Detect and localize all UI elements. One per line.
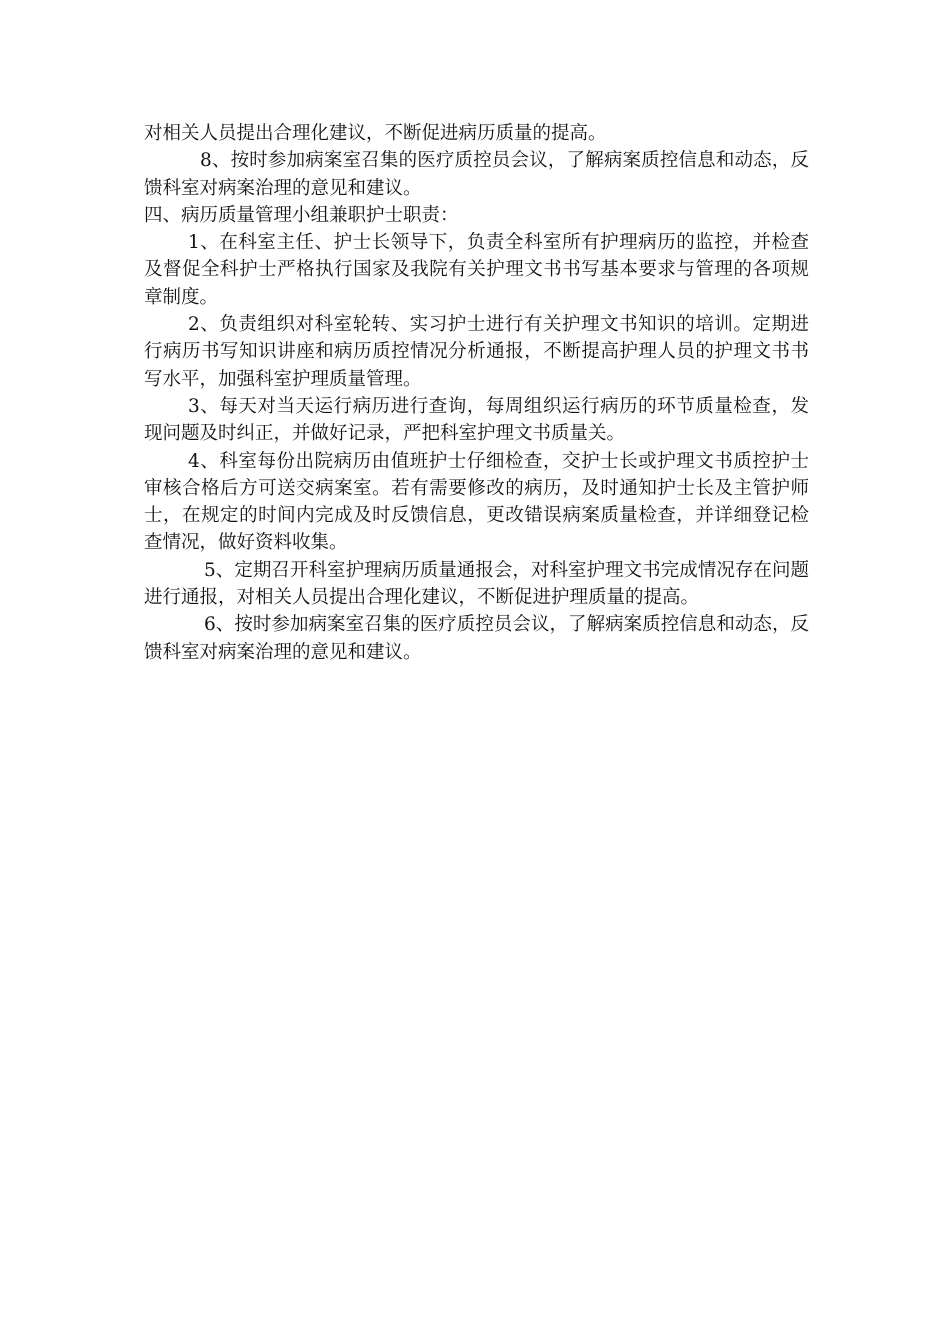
- paragraph-item-1: 1、在科室主任、护士长领导下，负责全科室所有护理病历的监控，并检查及督促全科护士严格执行国家及我院有关护理文书书写基本要求与管理的各项规章制度。: [144, 232, 809, 308]
- paragraph-item-4: 4、科室每份出院病历由值班护士仔细检查，交护士长或护理文书质控护士审核合格后方可送交病案室。若有需要修改的病历，及时通知护士长及主管护师士，在规定的时间内完成及时反馈信息，更改错误病案质量检查，并详细登记检查情况，做好资料收集。: [144, 450, 809, 554]
- paragraph-item-3: 3、每天对当天运行病历进行查询，每周组织运行病历的环节质量检查，发现问题及时纠正，并做好记录，严把科室护理文书质量关。: [144, 395, 809, 445]
- paragraph-item-2: 2、负责组织对科室轮转、实习护士进行有关护理文书知识的培训。定期进行病历书写知识讲座和病历质控情况分析通报，不断提高护理人员的护理文书书写水平，加强科室护理质量管理。: [144, 314, 809, 390]
- paragraph-item-6: 6、按时参加病案室召集的医疗质控员会议，了解病案质控信息和动态，反馈科室对病案治理的意见和建议。: [144, 614, 809, 663]
- document-body: [144, 120, 809, 666]
- paragraph-item-5: 5、定期召开科室护理病历质量通报会，对科室护理文书完成情况存在问题进行通报，对相关人员提出合理化建议，不断促进护理质量的提高。: [144, 559, 809, 609]
- paragraph-item-8: 8、按时参加病案室召集的医疗质控员会议，了解病案质控信息和动态，反馈科室对病案治理的意见和建议。: [144, 150, 809, 199]
- paragraph-continuation: 对相关人员提出合理化建议，不断促进病历质量的提高。: [144, 123, 607, 144]
- section-heading-4: 四、病历质量管理小组兼职护士职责：: [144, 204, 459, 226]
